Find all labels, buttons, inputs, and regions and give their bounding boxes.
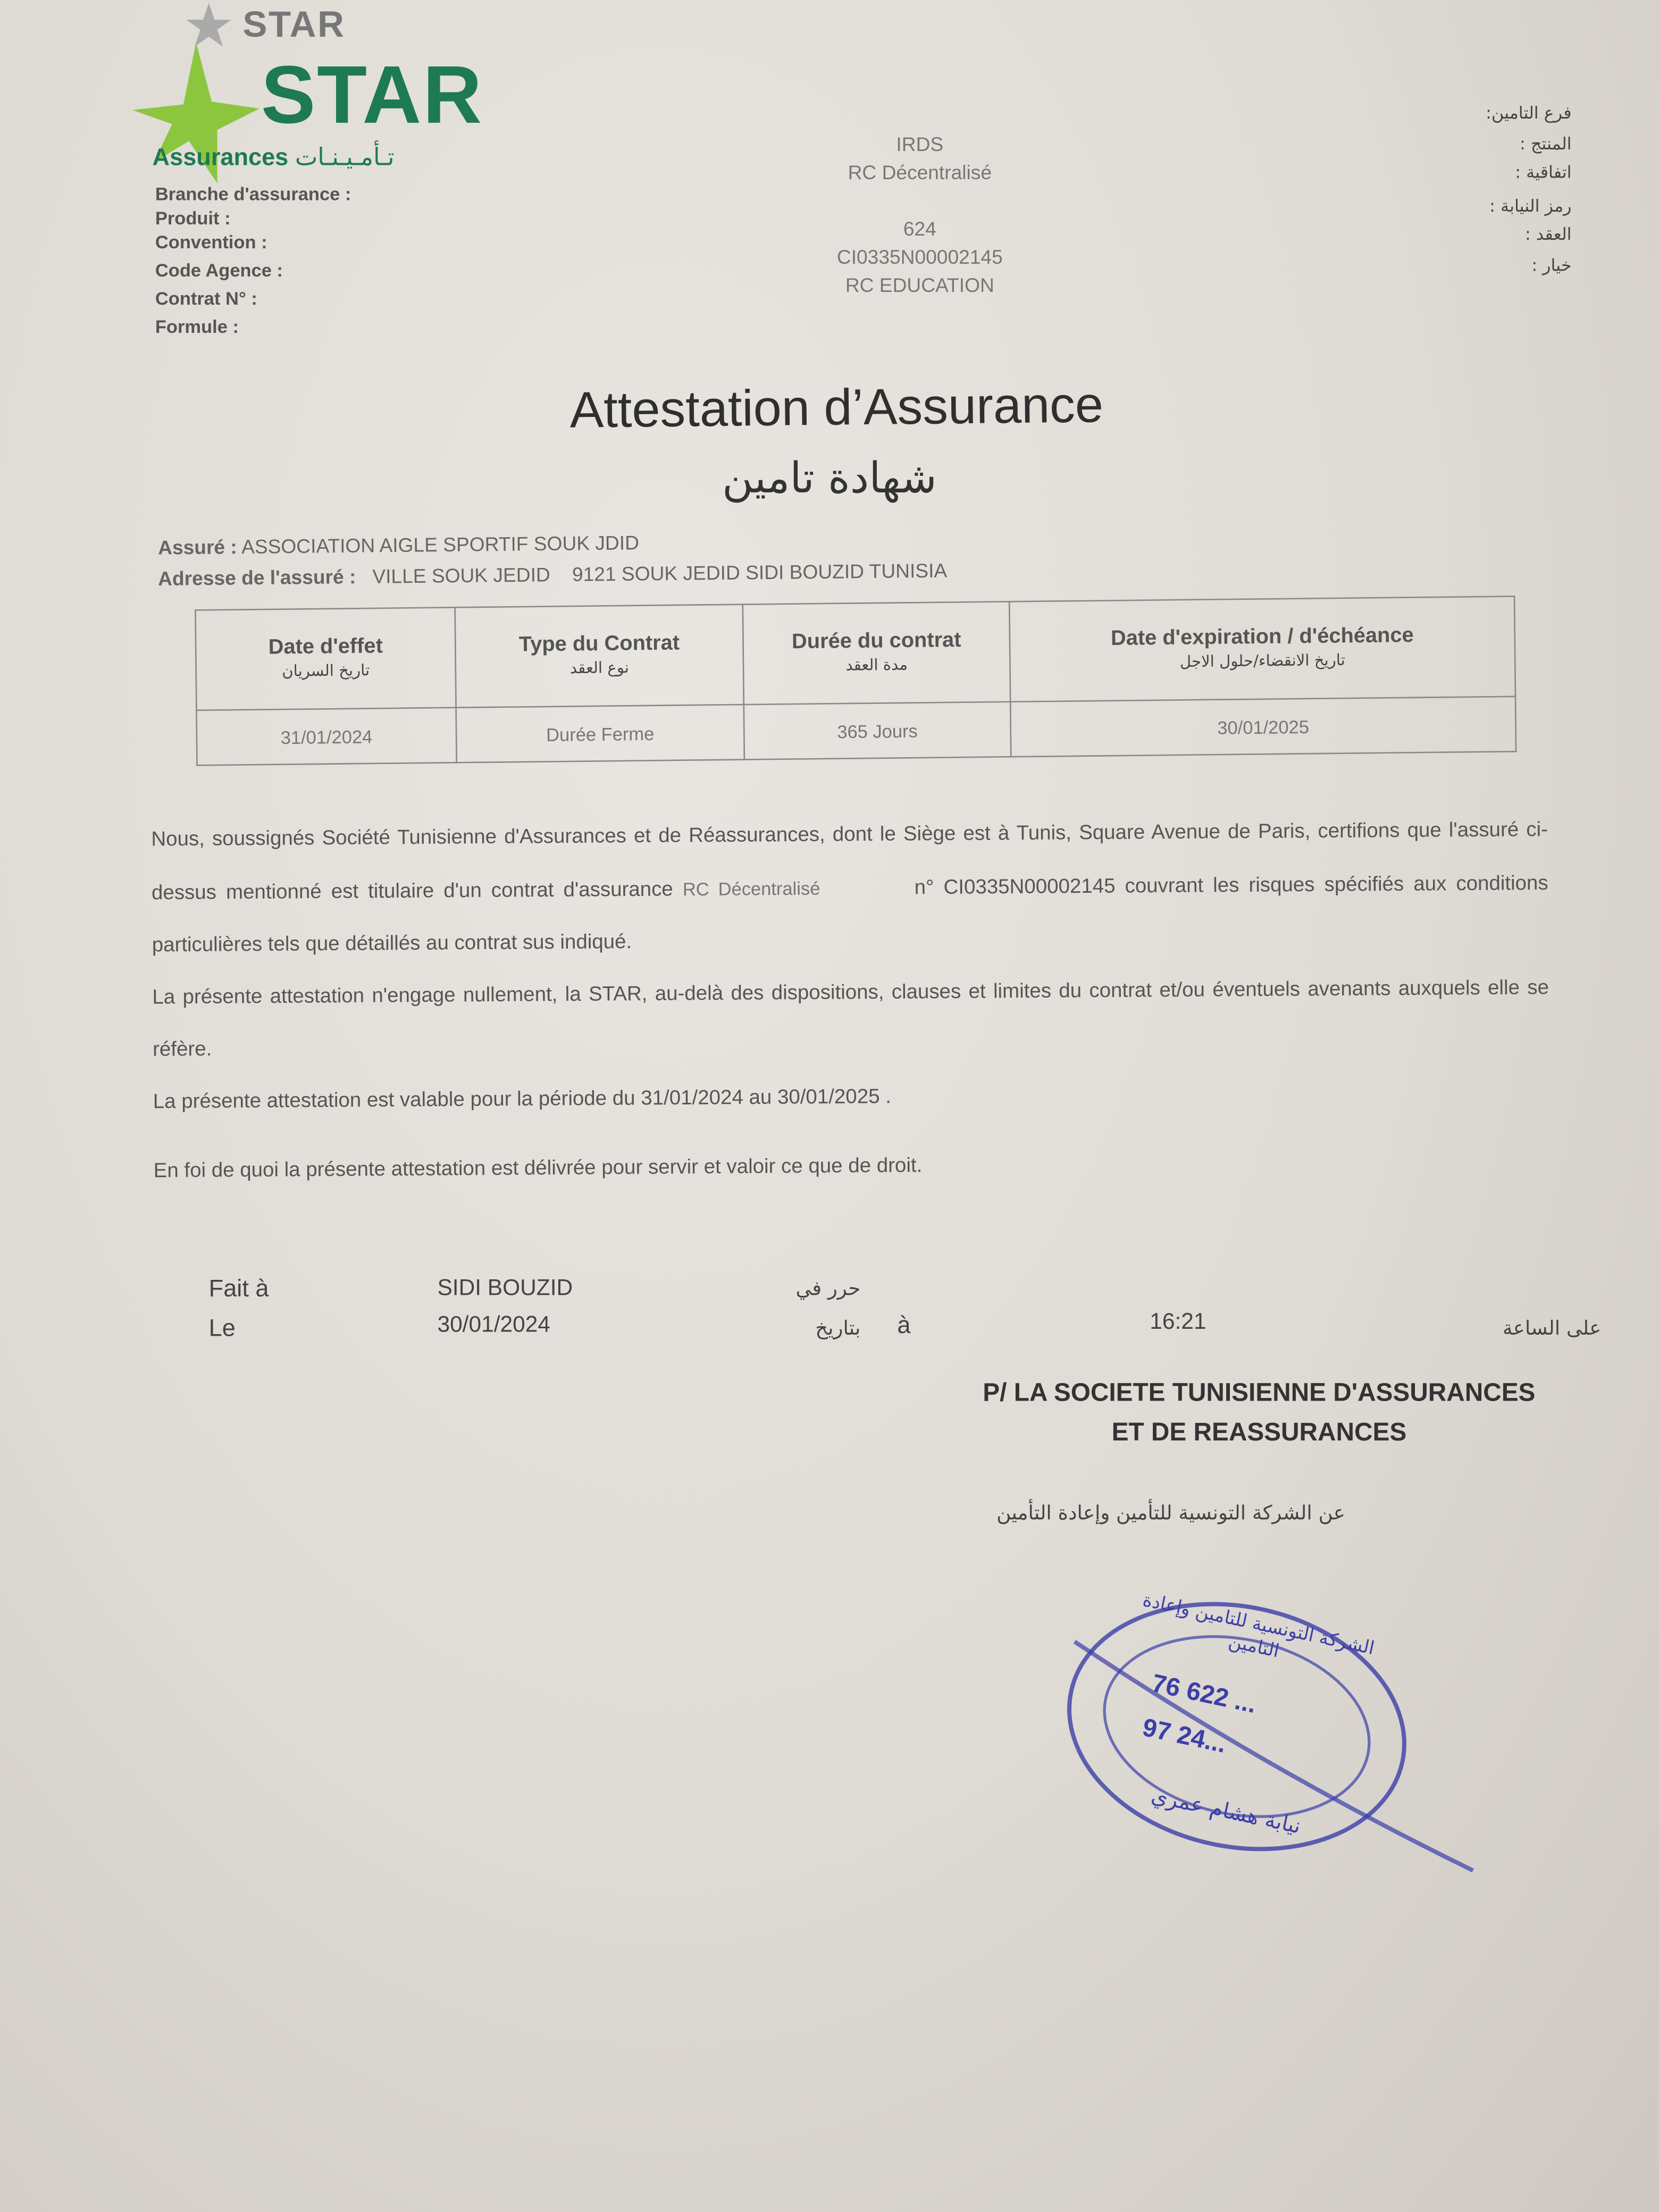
header-expiration-fr: Date d'expiration / d'échéance: [1110, 623, 1414, 651]
header-labels: [155, 183, 351, 344]
company-line-2: ET DE REASSURANCES: [1111, 1418, 1407, 1446]
le-value: 30/01/2024: [437, 1313, 550, 1338]
header-duree-fr: Durée du contrat: [791, 628, 961, 654]
address-label: Adresse de l'assuré :: [157, 565, 356, 590]
value-produit: RC Décentralisé: [848, 161, 992, 183]
fait-label: Fait à: [208, 1275, 269, 1302]
p1-product: RC Décentralisé: [682, 877, 820, 900]
insured-label: Assuré :: [157, 535, 238, 559]
header-values: [750, 132, 1089, 301]
label-ar-contrat: العقد :: [1524, 224, 1572, 244]
label-ar-formule: خيار :: [1531, 255, 1572, 275]
header-expiration-ar: تاريخ الانقضاء/حلول الاجل: [1179, 651, 1345, 672]
value-branche: IRDS: [896, 132, 944, 155]
agency-stamp: [1020, 1556, 1534, 1929]
header-labels-ar: [1402, 102, 1571, 282]
cell-expiration: 30/01/2025: [1010, 697, 1516, 757]
cell-type-contrat: Durée Ferme: [456, 705, 744, 763]
stamp-top-text: الشركة التونسية للتامين وإعادة التامين: [1141, 1590, 1376, 1663]
header-type-contrat-fr: Type du Contrat: [518, 631, 680, 657]
table-header-row: [195, 596, 1515, 710]
label-ar-produit: المنتج :: [1519, 134, 1572, 154]
fait-ar: حرر في: [795, 1278, 861, 1301]
logo-text: STAR: [261, 49, 483, 141]
value-contrat: CI0335N00002145: [836, 245, 1003, 269]
address-line: [158, 559, 947, 590]
document-title: Attestation d’Assurance: [569, 375, 1104, 439]
company-ar: عن الشركة التونسية للتأمين وإعادة التأمين: [996, 1502, 1345, 1526]
time-value: 16:21: [1150, 1310, 1206, 1335]
value-code-agence: 624: [903, 217, 936, 240]
label-contrat: Contrat N° :: [155, 288, 257, 309]
stamp-bottom-text: نيابة هشام عمري: [1149, 1782, 1303, 1839]
value-formule: RC EDUCATION: [845, 273, 994, 297]
insured-name: ASSOCIATION AIGLE SPORTIF SOUK JDID: [241, 531, 640, 558]
cell-duree: 365 Jours: [744, 702, 1011, 760]
fait-value: SIDI BOUZID: [437, 1277, 573, 1301]
document-title-ar: شهادة تامين: [722, 454, 937, 504]
body-text: [151, 805, 1551, 1199]
le-ar: بتاريخ: [815, 1317, 861, 1340]
logo-small-text: STAR: [242, 3, 346, 45]
contract-table: [195, 596, 1516, 766]
label-ar-code: رمز النيابة :: [1489, 196, 1572, 216]
label-ar-convention: اتفاقية :: [1515, 162, 1572, 182]
label-formule: Formule :: [155, 316, 239, 338]
logo-subtitle-ar: تـأمـيـنـات: [295, 144, 395, 172]
body-paragraph-1: [151, 805, 1549, 973]
logo-subtitle-fr: Assurances: [152, 144, 289, 171]
insured-line: [158, 531, 639, 559]
stamp-phone-1: 76 622 ...: [1149, 1669, 1259, 1719]
le-label: Le: [208, 1314, 236, 1342]
header-date-effet-ar: تاريخ السريان: [282, 661, 370, 681]
a-label: à: [897, 1312, 911, 1339]
cell-date-effet: 31/01/2024: [196, 708, 456, 766]
company-line-1: P/ LA SOCIETE TUNISIENNE D'ASSURANCES: [983, 1378, 1536, 1407]
header-duree-ar: مدة العقد: [845, 655, 908, 675]
label-code-agence: Code Agence :: [155, 259, 283, 281]
body-paragraph-4: En foi de quoi la présente attestation est délivrée pour servir et valoir ce que de droit.: [153, 1154, 923, 1183]
label-produit: Produit :: [155, 207, 231, 229]
p1-text: Nous, soussignés Société Tunisienne d'Assurances et de Réassurances, dont le Siège est à Tunis, Square Avenue de Paris, certifions que l'assuré ci-dessus mentionné est titulaire d'un contrat d'assurance: [151, 819, 1548, 905]
header-expiration: [1009, 596, 1515, 701]
logo-subtitle: [153, 144, 395, 172]
p1-rest: n° CI0335N00002145 couvrant les risques spécifiés aux conditions particulières tels que détaillés au contrat sus indiqué.: [152, 873, 1548, 958]
address-value: VILLE SOUK JEDID 9121 SOUK JEDID SIDI BOUZID TUNISIA: [372, 559, 948, 588]
header-duree: [743, 601, 1010, 705]
header-type-contrat: [455, 605, 744, 708]
header-date-effet: [195, 607, 456, 710]
body-paragraph-3: La présente attestation est valable pour la période du 31/01/2024 au 30/01/2025 .: [153, 1086, 892, 1114]
label-convention: Convention :: [155, 231, 267, 253]
header-type-contrat-ar: نوع العقد: [569, 658, 630, 678]
body-paragraph-2: La présente attestation n'engage nullement, la STAR, au-delà des dispositions, clauses et limites du contrat et/ou éventuels avenants auxquels elle se réfère.: [152, 977, 1549, 1062]
time-ar: على الساعة: [1502, 1317, 1602, 1340]
stamp-phone-2: 97 24...: [1140, 1713, 1229, 1758]
stamp-ellipse-icon: [1020, 1556, 1534, 1929]
label-ar-branche: فرع التامين:: [1486, 103, 1572, 123]
label-branche: Branche d'assurance :: [155, 183, 351, 205]
header-date-effet-fr: Date d'effet: [268, 634, 383, 660]
